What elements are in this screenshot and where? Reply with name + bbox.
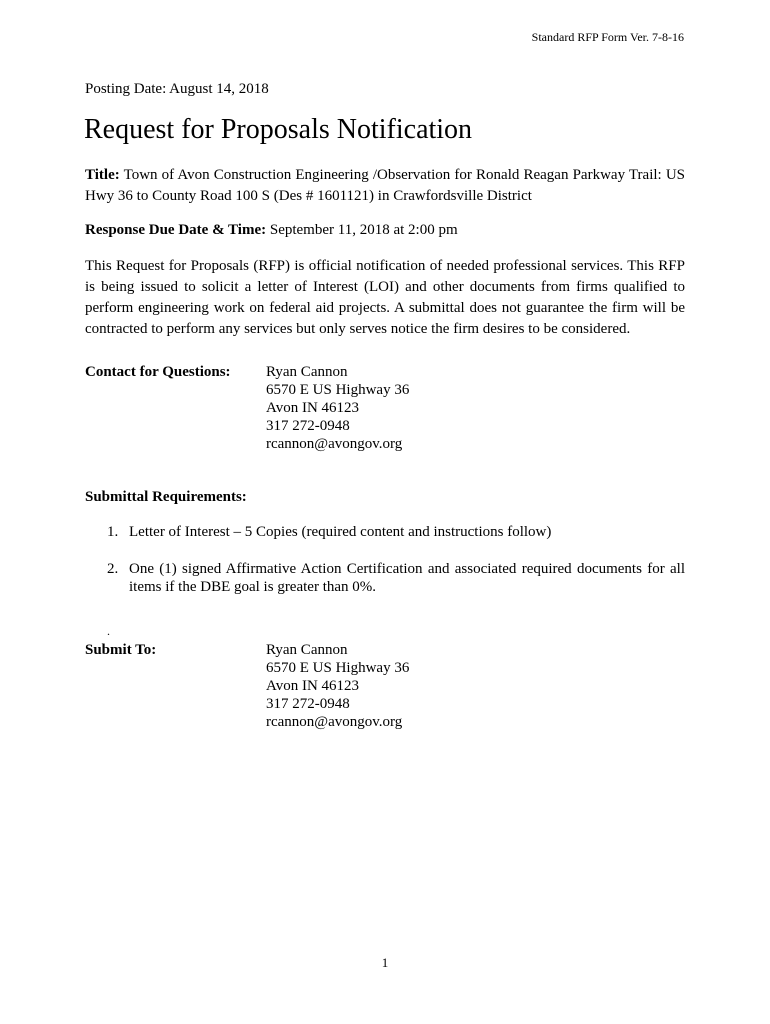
list-item xyxy=(107,560,685,596)
list-item-number: 1. xyxy=(107,524,119,540)
submit-name: Ryan Cannon xyxy=(266,642,348,658)
form-version: Standard RFP Form Ver. 7-8-16 xyxy=(531,30,684,44)
list-item-number: 2. xyxy=(107,561,119,577)
contact-name: Ryan Cannon xyxy=(266,364,348,380)
submittal-heading: Submittal Requirements: xyxy=(85,489,247,505)
submit-address: 6570 E US Highway 36 xyxy=(266,660,410,676)
response-due-label: Response Due Date & Time: xyxy=(85,222,267,238)
response-due-block xyxy=(85,220,685,241)
contact-questions-details xyxy=(266,363,409,453)
contact-questions-label: Contact for Questions: xyxy=(85,364,231,380)
contact-phone: 317 272-0948 xyxy=(266,418,350,434)
submit-to-label: Submit To: xyxy=(85,642,157,658)
contact-email: rcannon@avongov.org xyxy=(266,436,403,452)
project-title-text: Town of Avon Construction Engineering /Observation for Ronald Reagan Parkway Trail: US Hwy 36 to County Road 100 S (Des # 1601121) in Crawfordsville District xyxy=(85,167,685,204)
page-title: Request for Proposals Notification xyxy=(84,114,473,145)
project-title-label: Title: xyxy=(85,167,120,183)
intro-paragraph: This Request for Proposals (RFP) is official notification of needed professional services. This RFP is being issued to solicit a letter of Interest (LOI) and other documents from firms qualified to perform engineering work on federal aid projects. A submittal does not guarantee the firm will be contracted to perform any services but only serves notice the firm desires to be considered. xyxy=(85,258,685,337)
list-item xyxy=(107,523,685,541)
list-item-text: Letter of Interest – 5 Copies (required content and instructions follow) xyxy=(129,524,552,540)
page-number: 1 xyxy=(381,955,389,970)
submit-email: rcannon@avongov.org xyxy=(266,714,403,730)
contact-city: Avon IN 46123 xyxy=(266,400,360,416)
project-title-block xyxy=(85,165,685,207)
posting-date: Posting Date: August 14, 2018 xyxy=(85,81,269,97)
list-item-text: One (1) signed Affirmative Action Certification and associated required documents for all items if the DBE goal is greater than 0%. xyxy=(129,561,685,595)
submit-phone: 317 272-0948 xyxy=(266,696,350,712)
submit-to-details xyxy=(266,641,409,731)
response-due-text: September 11, 2018 at 2:00 pm xyxy=(269,222,458,238)
stray-dot: . xyxy=(107,624,110,638)
submit-city: Avon IN 46123 xyxy=(266,678,360,694)
contact-address: 6570 E US Highway 36 xyxy=(266,382,410,398)
